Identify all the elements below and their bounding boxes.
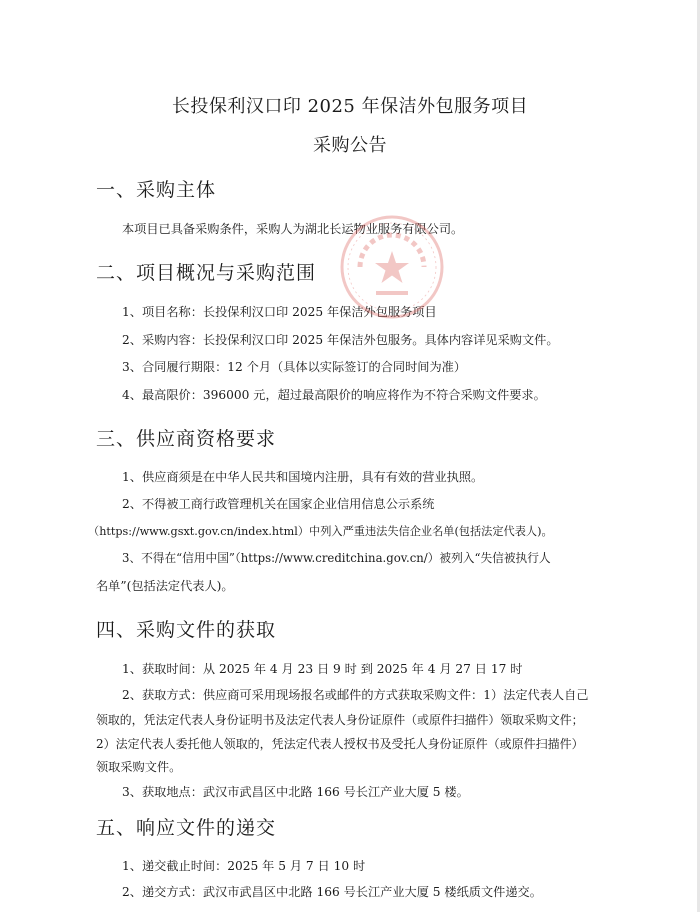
section-3-item-3-line-2: 名单”(包括法定代表人)。 bbox=[96, 579, 234, 593]
section-4-item-2-line-2: 领取的，凭法定代表人身份证明书及法定代表人身份证原件（或原件扫描件）领取采购文件； bbox=[96, 713, 584, 727]
section-3-item-2-line-1: 2、不得被工商行政管理机关在国家企业信用信息公示系统 bbox=[122, 497, 435, 511]
section-2-item-2: 2、采购内容：长投保利汉口印 2025 年保洁外包服务。具体内容详见采购文件。 bbox=[122, 333, 559, 347]
section-3-item-3-line-1: 3、不得在“信用中国”（https://www.creditchina.gov.cn/）被列入“失信被执行人 bbox=[122, 551, 551, 565]
section-heading-1: 一、采购主体 bbox=[96, 179, 217, 201]
section-4-item-2-line-3: 2）法定代表人委托他人领取的，凭法定代表人授权书及受托人身份证原件（或原件扫描件） bbox=[96, 737, 584, 751]
document-title-line2: 采购公告 bbox=[313, 135, 387, 156]
section-4-item-2-line-4: 领取采购文件。 bbox=[96, 760, 182, 774]
section-heading-4: 四、采购文件的获取 bbox=[96, 619, 277, 641]
section-2-item-3: 3、合同履行期限：12 个月（具体以实际签订的合同时间为准） bbox=[122, 360, 467, 374]
section-5-item-1: 1、递交截止时间：2025 年 5 月 7 日 10 时 bbox=[122, 859, 366, 873]
official-seal-stamp bbox=[338, 213, 446, 321]
section-2-item-1: 1、项目名称：长投保利汉口印 2025 年保洁外包服务项目 bbox=[122, 305, 437, 319]
section-1-paragraph: 本项目已具备采购条件，采购人为湖北长运物业服务有限公司。 bbox=[122, 222, 464, 236]
section-4-item-2-line-1: 2、获取方式：供应商可采用现场报名或邮件的方式获取采购文件：1）法定代表人自己 bbox=[122, 688, 589, 702]
section-4-item-1: 1、获取时间：从 2025 年 4 月 23 日 9 时 到 2025 年 4 月 27 日 17 时 bbox=[122, 662, 523, 676]
section-3-item-1: 1、供应商须是在中华人民共和国境内注册，具有有效的营业执照。 bbox=[122, 470, 484, 484]
document-title-line1: 长投保利汉口印 2025 年保洁外包服务项目 bbox=[171, 96, 529, 117]
section-heading-2: 二、项目概况与采购范围 bbox=[96, 262, 317, 284]
section-5-item-2: 2、递交方式：武汉市武昌区中北路 166 号长江产业大厦 5 楼纸质文件递交。 bbox=[122, 885, 542, 899]
section-4-item-3: 3、获取地点：武汉市武昌区中北路 166 号长江产业大厦 5 楼。 bbox=[122, 785, 469, 799]
section-2-item-4: 4、最高限价：396000 元，超过最高限价的响应将作为不符合采购文件要求。 bbox=[122, 388, 546, 402]
section-heading-3: 三、供应商资格要求 bbox=[96, 428, 277, 450]
section-3-item-2-line-2: （https://www.gsxt.gov.cn/index.html）中列入严重违法失信企业名单(包括法定代表人)。 bbox=[88, 525, 553, 538]
section-heading-5: 五、响应文件的递交 bbox=[96, 817, 277, 839]
